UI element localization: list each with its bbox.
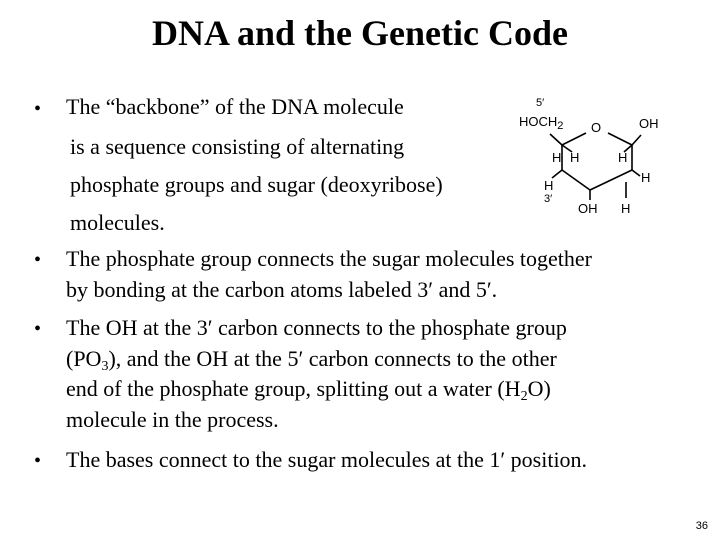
label-ring-oxygen: O (591, 120, 602, 135)
deoxyribose-structure-diagram (486, 90, 676, 225)
bullet-2-line-1: The phosphate group connects the sugar molecules together (66, 246, 593, 271)
label-h: H (552, 150, 562, 165)
slide-title: DNA and the Genetic Code (152, 13, 568, 53)
label-h: H (641, 170, 651, 185)
label-3-prime: 3′ (544, 193, 553, 205)
page-number: 36 (695, 520, 708, 532)
bullet-2-line-2: by bonding at the carbon atoms labeled 3′ and 5′. (66, 277, 498, 302)
bullet-1-line-1: The “backbone” of the DNA molecule (66, 94, 404, 119)
bullet-marker: • (34, 98, 42, 120)
bullet-3-line-4: molecule in the process. (66, 407, 279, 432)
bullet-3-line-1: The OH at the 3′ carbon connects to the phosphate group (66, 315, 567, 340)
bullet-1-line-4: molecules. (70, 210, 165, 235)
bullet-3-line-3: end of the phosphate group, splitting out a water $(H_2O)$ (66, 376, 551, 404)
bullet-marker: • (34, 249, 42, 271)
bullet-3-line-2: $(PO_3)$, and the OH at the 5′ carbon connects to the other (66, 346, 557, 374)
label-oh-bottom: OH (578, 201, 598, 216)
bullet-marker: • (34, 318, 42, 340)
label-h: H (618, 150, 628, 165)
label-5-prime: 5′ (536, 97, 545, 109)
label-h: H (570, 150, 580, 165)
bullet-1-line-2: is a sequence consisting of alternating (70, 134, 405, 159)
label-hoch2: $HOCH_2$ (519, 114, 564, 132)
bullet-1-line-3: phosphate groups and sugar (deoxyribose) (70, 172, 443, 197)
label-oh-right: OH (639, 116, 659, 131)
bullet-marker: • (34, 450, 42, 472)
bullet-4-line-1: The bases connect to the sugar molecules at the 1′ position. (66, 447, 588, 472)
label-h-bottom: H (621, 201, 631, 216)
label-h: H (544, 178, 554, 193)
